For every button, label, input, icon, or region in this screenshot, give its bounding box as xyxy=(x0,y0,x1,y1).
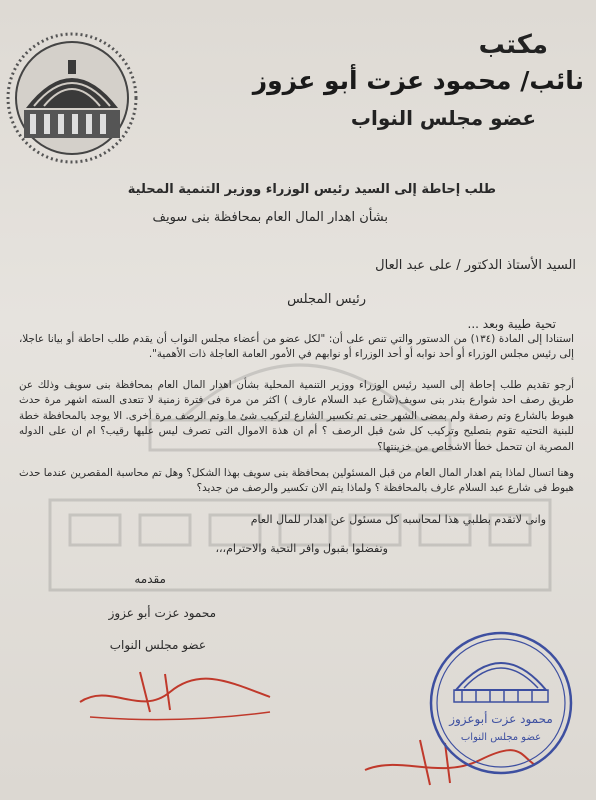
subject-line-1: طلب إحاطة إلى السيد رئيس الوزراء ووزير التنمية المحلية xyxy=(127,182,496,197)
signature-name: محمود عزت أبو عزوز xyxy=(108,606,216,620)
stamp-role: عضو مجلس النواب xyxy=(460,732,542,743)
greeting: تحية طيبة وبعد ... xyxy=(467,317,556,331)
subject-line-2: بشأن اهدار المال العام بمحافظة بنى سويف xyxy=(152,210,388,225)
stamp-name: محمود عزت أبوعزوز xyxy=(449,712,553,726)
deputy-name: نائب/ محمود عزت أبو عزوز xyxy=(252,66,584,95)
parliament-emblem-icon xyxy=(4,30,140,166)
closing-line: وتفضلوا بقبول وافر التحية والاحترام،،، xyxy=(215,542,388,555)
handwritten-signature xyxy=(70,662,290,732)
body-paragraph: وهنا اتسال لماذا يتم اهدار المال العام من قبل المسئولين بمحافظة بنى سويف بهذا الشكل؟ وهل تم محاسبة المقصرين عندما حدث هبوط فى شارع عبد السلام عارف بالمحافظة ؟ ولماذا يتم الان تكسير والرصف من جديد؟ xyxy=(19,467,574,495)
body-paragraph: وانى لاتقدم بطلبي هذا لمحاسبه كل مسئول عن اهدار للمال العام xyxy=(250,513,546,526)
office-label: مكتب xyxy=(478,30,548,60)
body-paragraph: أرجو تقديم طلب إحاطة إلى السيد رئيس الوزراء ووزير التنمية المحلية بشأن اهدار المال العام بمحافظة بنى سويف وذلك عن طريق رصف احد شوارع بندر بنى سويف(شارع عبد السلام عارف ) اكثر من مرة فى فترة زمنية لا تتعدى السته اشهر مرة حدث هبوط بالشارع وتم رصفة ولم بمضى الشهر حتى تم تكسير الشارع لتركيب شئ ما وتم الرصف مرة أخرى. الا يوجد بالمحافظة خطة للبنية التحتيه تقوم بتصليح وتركيب كل شئ قبل الرصف ؟ أم ان هذة الاموال التى تصرف ليس عليها رقيب؟ ام ان على الدوله المصرية ان تتحمل خطأ الاشخاص من خزينتها؟ xyxy=(19,379,574,453)
signature-title: مقدمه xyxy=(134,572,166,586)
official-stamp-icon xyxy=(426,628,576,778)
signature-role: عضو مجلس النواب xyxy=(109,638,206,652)
deputy-title: عضو مجلس النواب xyxy=(350,106,536,130)
addressee-title: رئيس المجلس xyxy=(287,292,366,307)
body-paragraph: استنادا إلى المادة (١٣٤) من الدستور والتي تنص على أن: "لكل عضو من أعضاء مجلس النواب أن يقدم طلب احاطة أو بيانا عاجلا، إلى رئيس مجلس الوزراء أو أحد نوابه أو أحد الوزراء أو نوابهم في الأمور العامة العاجلة ذات الأهمية". xyxy=(19,333,575,361)
addressee-name: السيد الأستاذ الدكتور / على عبد العال xyxy=(375,258,576,273)
